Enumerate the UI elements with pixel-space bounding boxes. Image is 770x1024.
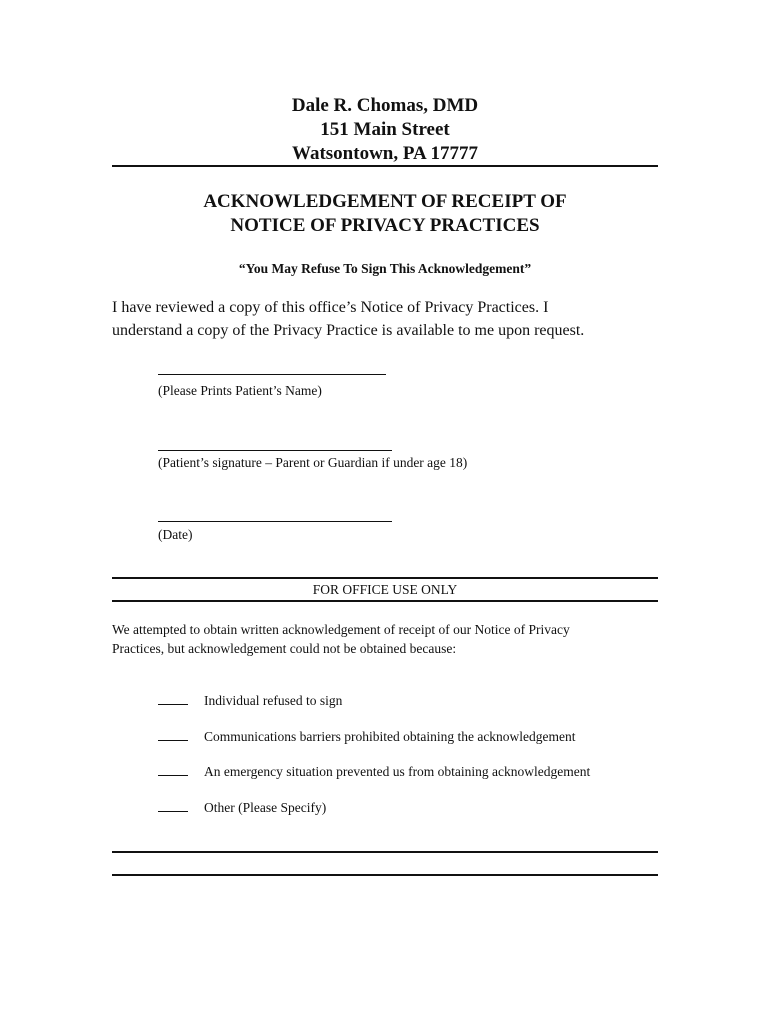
date-field[interactable] [158, 521, 392, 522]
reason-item [158, 693, 342, 709]
reason-item [158, 764, 590, 780]
specify-area-bottom-rule [112, 874, 658, 876]
statement-line-1: I have reviewed a copy of this office’s Notice of Privacy Practices. I [112, 299, 549, 316]
document-title [0, 190, 770, 238]
letterhead [0, 94, 770, 166]
refusal-notice: “You May Refuse To Sign This Acknowledgement” [238, 261, 532, 276]
practice-city: Watsontown, PA 17777 [292, 143, 478, 164]
specify-area-top-rule [112, 851, 658, 853]
patient-name-field[interactable] [158, 374, 386, 375]
title-line-1: ACKNOWLEDGEMENT OF RECEIPT OF [203, 191, 567, 212]
title-line-2: NOTICE OF PRIVACY PRACTICES [230, 215, 540, 236]
attempt-line-2: Practices, but acknowledgement could not be obtained because: [112, 641, 457, 656]
reason-checkbox-blank[interactable] [158, 729, 188, 741]
patient-name-caption: (Please Prints Patient’s Name) [158, 383, 322, 398]
reason-label: Other (Please Specify) [204, 800, 327, 815]
practice-name: Dale R. Chomas, DMD [291, 95, 479, 116]
statement-line-2: understand a copy of the Privacy Practice is available to me upon request. [112, 322, 585, 339]
date-caption: (Date) [158, 527, 193, 542]
patient-signature-caption: (Patient’s signature – Parent or Guardian if under age 18) [158, 455, 468, 470]
reason-label: An emergency situation prevented us from obtaining acknowledgement [204, 764, 591, 779]
office-use-top-rule [112, 577, 658, 579]
reason-checkbox-blank[interactable] [158, 693, 188, 705]
reason-label: Individual refused to sign [204, 693, 343, 708]
reason-label: Communications barriers prohibited obtaining the acknowledgement [204, 729, 576, 744]
reason-item [158, 800, 326, 816]
reason-checkbox-blank[interactable] [158, 764, 188, 776]
reason-item [158, 729, 576, 745]
reason-checkbox-blank[interactable] [158, 800, 188, 812]
office-attempt-text [112, 620, 672, 658]
attempt-line-1: We attempted to obtain written acknowledgement of receipt of our Notice of Privacy [112, 622, 570, 637]
letterhead-divider [112, 165, 658, 167]
office-use-bottom-rule [112, 600, 658, 602]
patient-signature-field[interactable] [158, 450, 392, 451]
practice-street: 151 Main Street [320, 119, 450, 140]
acknowledgement-statement [112, 296, 672, 342]
office-use-label: FOR OFFICE USE ONLY [312, 582, 458, 597]
